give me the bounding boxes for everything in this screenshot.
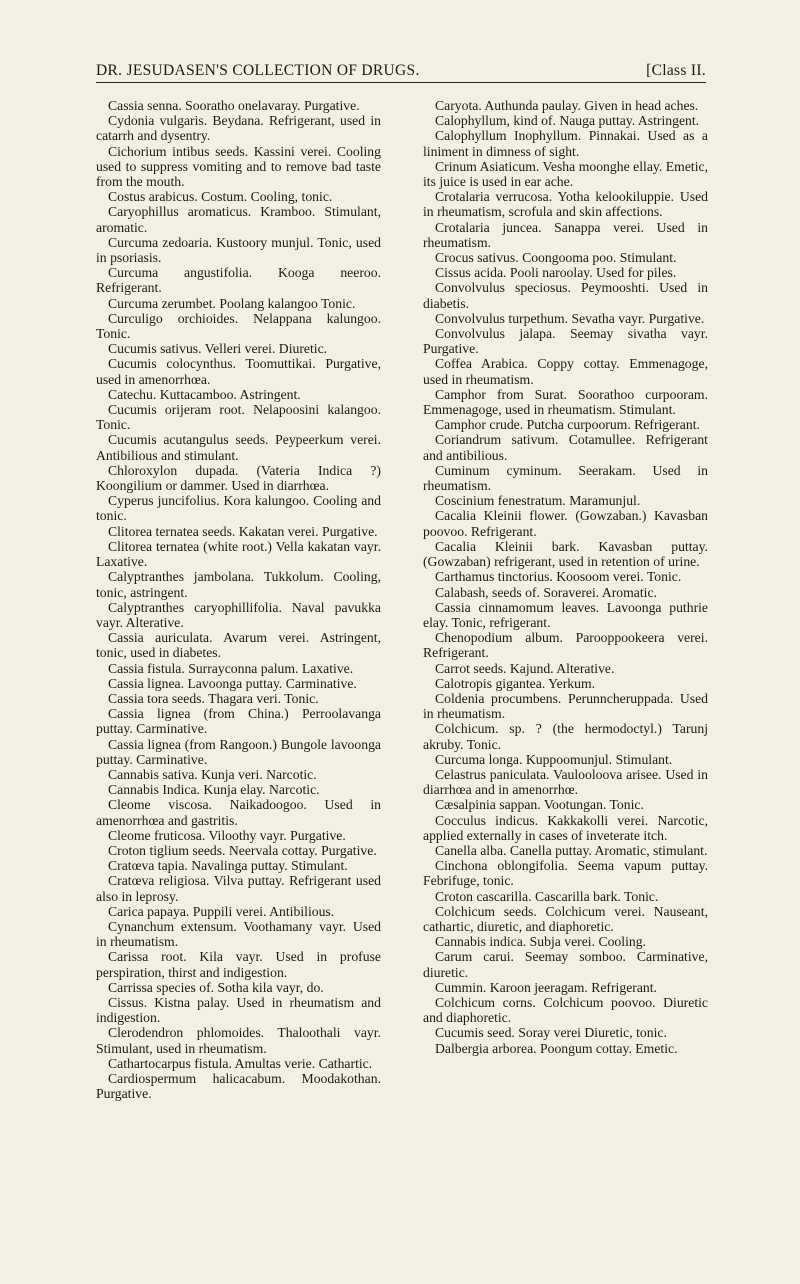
drug-entry: Clitorea ternatea seeds. Kakatan verei. Purgative. (108, 523, 378, 539)
drug-entry: Cissus. Kistna palay. Used in rheumatism and indigestion. (96, 994, 381, 1026)
drug-entry: Curcuma angustifolia. Kooga neeroo. Refrigerant. (96, 265, 381, 296)
drug-entry: Cannabis indica. Subja verei. Cooling. (435, 934, 646, 950)
drug-entry: Celastrus paniculata. Vaulooloova arisee. Used in diarrhœa and in amenorrhœ. (423, 766, 708, 798)
drug-entry: Curcuma longa. Kuppoomunjul. Stimulant. (435, 751, 673, 767)
drug-entry: Cassia fistula. Surrayconna palum. Laxative. (108, 660, 354, 676)
drug-entry: Cummin. Karoon jeeragam. Refrigerant. (435, 979, 657, 995)
drug-entry: Crotalaria verrucosa. Yotha kelookiluppie. Used in rheumatism, scrofula and skin affections. (423, 189, 708, 220)
drug-entry: Costus arabicus. Costum. Cooling, tonic. (108, 189, 333, 205)
drug-entry: Cynanchum extensum. Voothamany vayr. Used in rheumatism. (96, 918, 381, 950)
drug-entry: Cannabis Indica. Kunja elay. Narcotic. (108, 782, 320, 798)
drug-entry: Cassia auriculata. Avarum verei. Astringent, tonic, used in diabetes. (96, 630, 381, 661)
drug-entry: Cratœva religiosa. Vilva puttay. Refrigerant used also in leprosy. (96, 873, 381, 904)
page-title: DR. JESUDASEN'S COLLECTION OF DRUGS. (96, 62, 420, 79)
running-header (96, 56, 706, 83)
drug-entry: Cæsalpinia sappan. Vootungan. Tonic. (435, 797, 644, 813)
drug-entry: Cacalia Kleinii bark. Kavasban puttay. (Gowzaban) refrigerant, used in retention of urine. (423, 538, 708, 570)
drug-entry: Convolvulus turpethum. Sevatha vayr. Purgative. (435, 310, 705, 326)
drug-entry: Cardiospermum halicacabum. Moodakothan. Purgative. (96, 1071, 381, 1102)
drug-entry: Cydonia vulgaris. Beydana. Refrigerant, used in catarrh and dysentry. (96, 113, 381, 144)
drug-entry: Croton cascarilla. Cascarilla bark. Tonic. (435, 888, 659, 904)
drug-entry: Cannabis sativa. Kunja veri. Narcotic. (108, 766, 317, 782)
drug-entry: Chenopodium album. Parooppookeera verei. Refrigerant. (423, 630, 708, 661)
drug-entry: Clitorea ternatea (white root.) Vella kakatan vayr. Laxative. (96, 538, 381, 570)
drug-entry: Colchicum seeds. Colchicum verei. Nauseant, cathartic, diuretic, and diaphoretic. (423, 903, 708, 934)
drug-entry: Calyptranthes caryophillifolia. Naval pavukka vayr. Alterative. (96, 599, 381, 630)
drug-entry: Coriandrum sativum. Cotamullee. Refrigerant and antibilious. (423, 432, 708, 463)
drug-entry: Carthamus tinctorius. Koosoom verei. Tonic. (435, 569, 682, 585)
drug-entry: Cassia lignea. Lavoonga puttay. Carminative. (108, 675, 357, 691)
drug-entry: Carrissa species of. Sotha kila vayr, do. (108, 979, 324, 995)
drug-entry: Camphor crude. Putcha curpoorum. Refrigerant. (435, 417, 700, 433)
right-column (423, 98, 708, 1056)
drug-entry: Cichorium intibus seeds. Kassini verei. Cooling used to suppress vomiting and to remove bad taste from the mouth. (96, 143, 381, 190)
drug-entry: Cucumis seed. Soray verei Diuretic, tonic. (435, 1025, 667, 1041)
drug-entry: Cocculus indicus. Kakkakolli verei. Narcotic, applied externally in cases of inveterate itch. (423, 812, 708, 843)
drug-entry: Calyptranthes jambolana. Tukkolum. Cooling, tonic, astringent. (96, 569, 381, 600)
drug-entry: Dalbergia arborea. Poongum cottay. Emetic. (435, 1040, 678, 1056)
left-column (96, 98, 381, 1101)
drug-entry: Croton tiglium seeds. Neervala cottay. Purgative. (108, 842, 377, 858)
drug-entry: Catechu. Kuttacamboo. Astringent. (108, 386, 301, 402)
drug-entry: Cyperus juncifolius. Kora kalungoo. Cooling and tonic. (96, 493, 381, 524)
drug-entry: Cucumis colocynthus. Toomuttikai. Purgative, used in amenorrhœa. (96, 356, 381, 387)
drug-entry: Curcuma zerumbet. Poolang kalangoo Tonic. (108, 295, 356, 311)
drug-entry: Coscinium fenestratum. Maramunjul. (435, 493, 641, 509)
drug-entry: Cinchona oblongifolia. Seema vapum puttay. Febrifuge, tonic. (423, 858, 708, 889)
drug-entry: Camphor from Surat. Soorathoo curpooram. Emmenagoge, used in rheumatism. Stimulant. (423, 386, 708, 418)
drug-entry: Caryophillus aromaticus. Kramboo. Stimulant, aromatic. (96, 204, 381, 235)
drug-entry: Carrot seeds. Kajund. Alterative. (435, 660, 615, 676)
drug-entry: Cucumis acutangulus seeds. Peypeerkum verei. Antibilious and stimulant. (96, 432, 381, 463)
drug-entry: Convolvulus speciosus. Peymooshti. Used in diabetis. (423, 280, 708, 311)
drug-entry: Cassia cinnamomum leaves. Lavoonga puthrie elay. Tonic, refrigerant. (423, 599, 708, 630)
drug-entry: Cathartocarpus fistula. Amultas verie. Cathartic. (108, 1055, 373, 1071)
drug-entry: Cratœva tapia. Navalinga puttay. Stimulant. (108, 858, 348, 874)
drug-entry: Carica papaya. Puppili verei. Antibilious. (108, 903, 335, 919)
drug-entry: Calotropis gigantea. Yerkum. (435, 675, 596, 691)
drug-entry: Carissa root. Kila vayr. Used in profuse perspiration, thirst and indigestion. (96, 949, 381, 980)
drug-entry: Cleome viscosa. Naikadoogoo. Used in amenorrhœa and gastritis. (96, 797, 381, 828)
drug-entry: Coldenia procumbens. Perunncheruppada. Used in rheumatism. (423, 690, 708, 722)
drug-entry: Cassia lignea (from Rangoon.) Bungole lavoonga puttay. Carminative. (96, 736, 381, 767)
drug-entry: Caryota. Authunda paulay. Given in head aches. (435, 98, 699, 113)
drug-entry: Cucumis orijeram root. Nelapoosini kalangoo. Tonic. (96, 402, 381, 433)
drug-entry: Calabash, seeds of. Soraverei. Aromatic. (435, 584, 657, 600)
drug-entry: Cacalia Kleinii flower. (Gowzaban.) Kavasban poovoo. Refrigerant. (423, 508, 708, 539)
drug-entry: Crotalaria juncea. Sanappa verei. Used in rheumatism. (423, 219, 708, 250)
drug-entry: Cuminum cyminum. Seerakam. Used in rheumatism. (423, 462, 708, 494)
drug-entry: Convolvulus jalapa. Seemay sivatha vayr. Purgative. (423, 326, 708, 357)
drug-entry: Cassia senna. Sooratho onelavaray. Purgative. (108, 98, 360, 113)
drug-entry: Colchicum. sp. ? (the hermodoctyl.) Tarunj akruby. Tonic. (423, 721, 708, 752)
drug-entry: Canella alba. Canella puttay. Aromatic, stimulant. (435, 842, 708, 858)
drug-entry: Calophyllum Inophyllum. Pinnakai. Used as a liniment in dimness of sight. (423, 128, 708, 159)
drug-entry: Chloroxylon dupada. (Vateria Indica ?) Koongilium or dammer. Used in diarrhœa. (96, 462, 381, 494)
drug-entry: Cassia lignea (from China.) Perroolavanga puttay. Carminative. (96, 706, 381, 737)
drug-entry: Coffea Arabica. Coppy cottay. Emmenagoge, used in rheumatism. (423, 356, 708, 387)
drug-entry: Curcuma zedoaria. Kustoory munjul. Tonic, used in psoriasis. (96, 234, 381, 266)
drug-entry: Calophyllum, kind of. Nauga puttay. Astringent. (435, 113, 700, 129)
drug-entry: Crinum Asiaticum. Vesha moonghe ellay. Emetic, its juice is used in ear ache. (423, 158, 708, 190)
drug-entry: Cissus acida. Pooli naroolay. Used for piles. (435, 265, 677, 281)
drug-entry: Cassia tora seeds. Thagara veri. Tonic. (108, 690, 319, 706)
drug-entry: Carum carui. Seemay somboo. Carminative, diuretic. (423, 949, 708, 980)
drug-entry: Clerodendron phlomoides. Thaloothali vayr. Stimulant, used in rheumatism. (96, 1025, 381, 1056)
class-label: [Class II. (646, 62, 706, 79)
drug-entry: Crocus sativus. Coongooma poo. Stimulant. (435, 250, 677, 266)
drug-entry: Colchicum corns. Colchicum poovoo. Diuretic and diaphoretic. (423, 994, 708, 1026)
drug-entry: Cleome fruticosa. Viloothy vayr. Purgative. (108, 827, 346, 843)
drug-entry: Cucumis sativus. Velleri verei. Diuretic. (108, 341, 328, 357)
drug-entry: Curculigo orchioides. Nelappana kalungoo. Tonic. (96, 310, 381, 342)
